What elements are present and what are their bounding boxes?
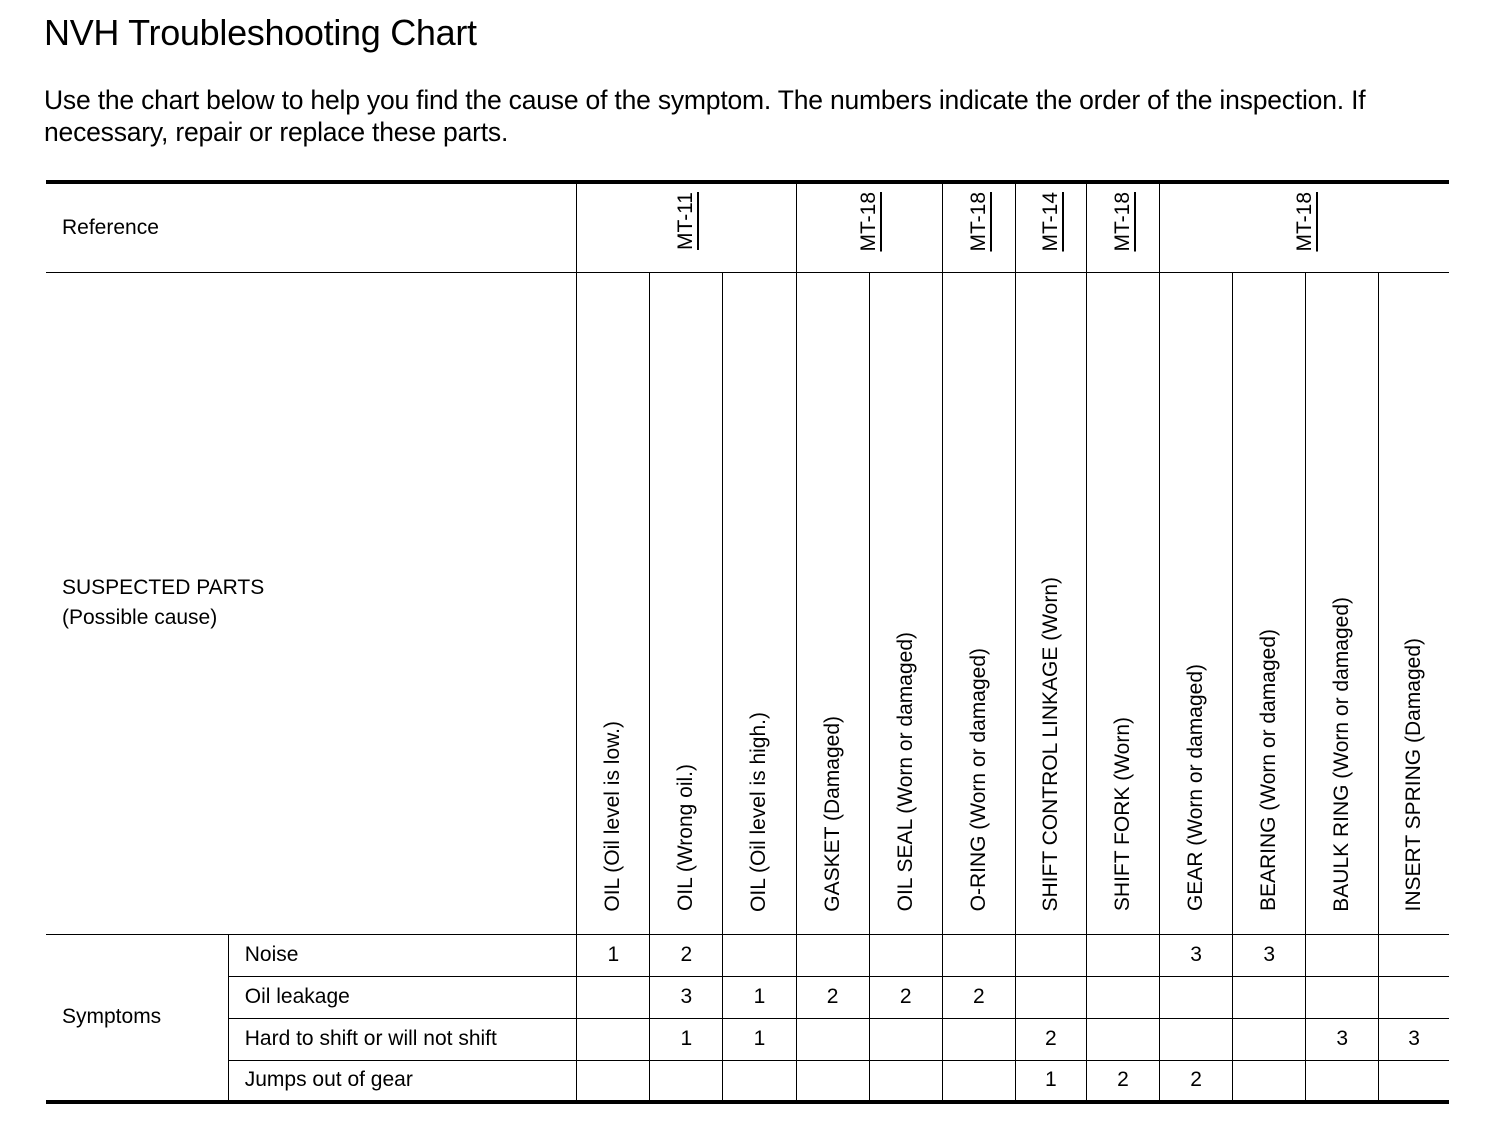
part-header-cell bbox=[796, 272, 869, 934]
reference-row bbox=[46, 182, 1449, 272]
symptom-name: Hard to shift or will not shift bbox=[228, 1018, 577, 1060]
reference-cell bbox=[1015, 182, 1086, 272]
inspection-order-cell bbox=[1379, 1060, 1449, 1102]
inspection-order-cell: 1 bbox=[650, 1018, 723, 1060]
page-title: NVH Troubleshooting Chart bbox=[44, 12, 477, 53]
inspection-order-cell bbox=[577, 976, 650, 1018]
inspection-order-cell bbox=[1015, 976, 1086, 1018]
symptom-name: Oil leakage bbox=[228, 976, 577, 1018]
part-label: OIL (Wrong oil.) bbox=[674, 764, 698, 912]
inspection-order-cell bbox=[1306, 976, 1379, 1018]
part-header-cell bbox=[577, 272, 650, 934]
inspection-order-cell: 2 bbox=[1015, 1018, 1086, 1060]
inspection-order-cell bbox=[650, 1060, 723, 1102]
part-label: OIL (Oil level is high.) bbox=[747, 711, 771, 912]
symptoms-label: Symptoms bbox=[46, 934, 228, 1102]
inspection-order-cell bbox=[1379, 976, 1449, 1018]
nvh-troubleshooting-table bbox=[46, 180, 1449, 1104]
suspected-parts-label-line: SUSPECTED PARTS bbox=[62, 576, 265, 599]
reference-cell bbox=[942, 182, 1015, 272]
inspection-order-cell bbox=[942, 1060, 1015, 1102]
part-header-cell bbox=[1233, 272, 1306, 934]
part-label: O-RING (Worn or damaged) bbox=[966, 648, 990, 912]
inspection-order-cell bbox=[796, 1060, 869, 1102]
suspected-parts-label-line: (Possible cause) bbox=[62, 606, 218, 629]
suspected-parts-row bbox=[46, 272, 1449, 934]
inspection-order-cell: 2 bbox=[650, 934, 723, 976]
part-label: OIL (Oil level is low.) bbox=[601, 720, 625, 912]
symptom-row bbox=[46, 1060, 1449, 1102]
part-header-cell bbox=[650, 272, 723, 934]
symptom-row bbox=[46, 934, 1449, 976]
reference-cell bbox=[796, 182, 942, 272]
inspection-order-cell: 3 bbox=[1233, 934, 1306, 976]
inspection-order-cell bbox=[869, 934, 942, 976]
inspection-order-cell bbox=[869, 1018, 942, 1060]
part-label: BEARING (Worn or damaged) bbox=[1257, 629, 1281, 912]
inspection-order-cell bbox=[1160, 976, 1233, 1018]
part-header-cell bbox=[1015, 272, 1086, 934]
suspected-parts-label bbox=[46, 272, 577, 934]
symptom-row bbox=[46, 1018, 1449, 1060]
inspection-order-cell bbox=[1086, 976, 1159, 1018]
part-header-cell bbox=[869, 272, 942, 934]
inspection-order-cell bbox=[1086, 934, 1159, 976]
reference-link[interactable]: MT-18 bbox=[966, 192, 990, 252]
inspection-order-cell bbox=[723, 1060, 796, 1102]
inspection-order-cell bbox=[1233, 1060, 1306, 1102]
inspection-order-cell bbox=[796, 1018, 869, 1060]
inspection-order-cell bbox=[1015, 934, 1086, 976]
inspection-order-cell bbox=[1233, 976, 1306, 1018]
reference-cell bbox=[1086, 182, 1159, 272]
inspection-order-cell bbox=[869, 1060, 942, 1102]
inspection-order-cell bbox=[942, 934, 1015, 976]
inspection-order-cell: 2 bbox=[1160, 1060, 1233, 1102]
reference-link[interactable]: MT-18 bbox=[1292, 192, 1316, 252]
inspection-order-cell bbox=[1306, 934, 1379, 976]
symptom-name: Noise bbox=[228, 934, 577, 976]
part-header-cell bbox=[723, 272, 796, 934]
part-header-cell bbox=[1306, 272, 1379, 934]
part-label: SHIFT FORK (Worn) bbox=[1110, 717, 1134, 912]
reference-link[interactable]: MT-18 bbox=[1110, 192, 1134, 252]
inspection-order-cell bbox=[1160, 1018, 1233, 1060]
inspection-order-cell: 3 bbox=[1160, 934, 1233, 976]
inspection-order-cell: 1 bbox=[723, 1018, 796, 1060]
inspection-order-cell: 1 bbox=[1015, 1060, 1086, 1102]
part-header-cell bbox=[1160, 272, 1233, 934]
reference-link[interactable]: MT-11 bbox=[674, 192, 698, 250]
symptom-row bbox=[46, 976, 1449, 1018]
reference-link[interactable]: MT-14 bbox=[1038, 192, 1062, 252]
inspection-order-cell: 2 bbox=[869, 976, 942, 1018]
inspection-order-cell: 2 bbox=[942, 976, 1015, 1018]
inspection-order-cell: 2 bbox=[796, 976, 869, 1018]
inspection-order-cell bbox=[577, 1060, 650, 1102]
inspection-order-cell bbox=[942, 1018, 1015, 1060]
inspection-order-cell bbox=[723, 934, 796, 976]
part-label: SHIFT CONTROL LINKAGE (Worn) bbox=[1038, 577, 1062, 912]
inspection-order-cell: 3 bbox=[650, 976, 723, 1018]
inspection-order-cell: 1 bbox=[723, 976, 796, 1018]
inspection-order-cell bbox=[796, 934, 869, 976]
inspection-order-cell: 3 bbox=[1379, 1018, 1449, 1060]
symptom-name: Jumps out of gear bbox=[228, 1060, 577, 1102]
part-header-cell bbox=[942, 272, 1015, 934]
inspection-order-cell bbox=[577, 1018, 650, 1060]
part-label: GEAR (Worn or damaged) bbox=[1184, 664, 1208, 912]
inspection-order-cell: 2 bbox=[1086, 1060, 1159, 1102]
reference-label: Reference bbox=[46, 182, 577, 272]
part-header-cell bbox=[1086, 272, 1159, 934]
inspection-order-cell: 3 bbox=[1306, 1018, 1379, 1060]
part-label: GASKET (Damaged) bbox=[820, 715, 844, 912]
inspection-order-cell bbox=[1306, 1060, 1379, 1102]
inspection-order-cell bbox=[1233, 1018, 1306, 1060]
inspection-order-cell bbox=[1086, 1018, 1159, 1060]
reference-link[interactable]: MT-18 bbox=[857, 192, 881, 252]
inspection-order-cell bbox=[1379, 934, 1449, 976]
part-header-cell bbox=[1379, 272, 1449, 934]
part-label: BAULK RING (Worn or damaged) bbox=[1330, 596, 1354, 912]
part-label: INSERT SPRING (Damaged) bbox=[1402, 638, 1426, 912]
reference-cell bbox=[577, 182, 796, 272]
inspection-order-cell: 1 bbox=[577, 934, 650, 976]
part-label: OIL SEAL (Worn or damaged) bbox=[893, 632, 917, 912]
intro-text: Use the chart below to help you find the cause of the symptom. The numbers indicate the order of the inspection. If necessary, repair or replace these parts. bbox=[44, 85, 1366, 147]
reference-cell bbox=[1160, 182, 1449, 272]
